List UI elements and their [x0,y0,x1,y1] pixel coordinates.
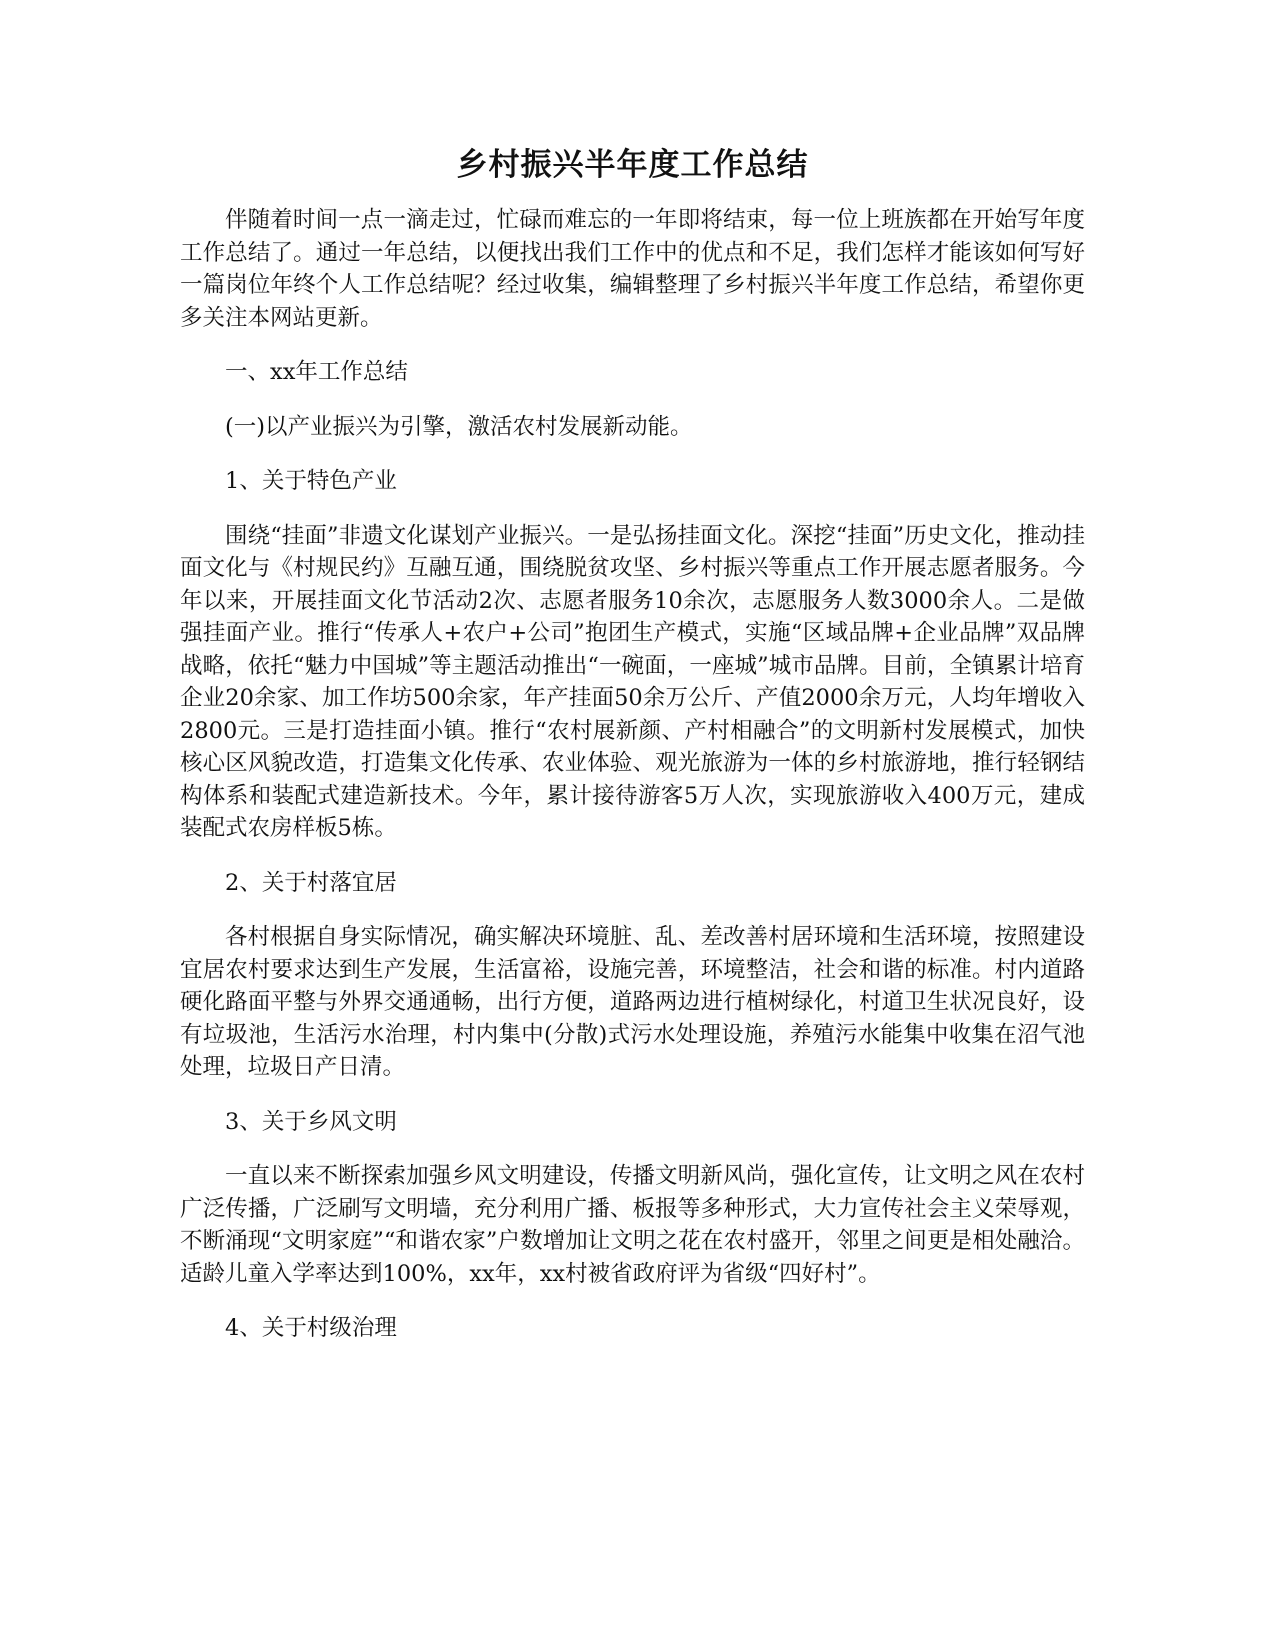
item-heading-rural-civility: 3、关于乡风文明 [225,1108,397,1135]
section-heading-work-summary: 一、xx年工作总结 [225,359,408,385]
document-title: 乡村振兴半年度工作总结 [456,147,809,183]
item-heading-livable-village: 2、关于村落宜居 [225,869,397,896]
item-heading-village-governance: 4、关于村级治理 [225,1315,397,1341]
item-body-rural-civility: 一直以来不断探索加强乡风文明建设，传播文明新风尚，强化宣传，让文明之风在农村广泛传播，广泛刷写文明墙，充分利用广播、板报等多种形式，大力宣传社会主义荣辱观，不断涌现“文明家庭”“和谐农家”户数增加让文明之花在农村盛开，邻里之间更是相处融洽。适龄儿童入学率达到100%，xx年，xx村被省政府评为省级“四好村”。 [180,1163,1085,1287]
item-heading-special-industry: 1、关于特色产业 [225,468,397,494]
item-body-livable-village: 各村根据自身实际情况，确实解决环境脏、乱、差改善村居环境和生活环境，按照建设宜居农村要求达到生产发展，生活富裕，设施完善，环境整洁，社会和谐的标准。村内道路硬化路面平整与外界交通通畅，出行方便，道路两边进行植树绿化，村道卫生状况良好，设有垃圾池，生活污水治理，村内集中(分散)式污水处理设施，养殖污水能集中收集在沼气池处理，垃圾日产日清。 [180,924,1085,1080]
item-body-special-industry: 围绕“挂面”非遗文化谋划产业振兴。一是弘扬挂面文化。深挖“挂面”历史文化，推动挂面文化与《村规民约》互融互通，围绕脱贫攻坚、乡村振兴等重点工作开展志愿者服务。今年以来，开展挂面文化节活动2次、志愿者服务10余次，志愿服务人数3000余人。二是做强挂面产业。推行“传承人+农户+公司”抱团生产模式，实施“区域品牌+企业品牌”双品牌战略，依托“魅力中国城”等主题活动推出“一碗面，一座城”城市品牌。目前，全镇累计培育企业20余家、加工作坊500余家，年产挂面50余万公斤、产值2000余万元，人均年增收入2800元。三是打造挂面小镇。推行“农村展新颜、产村相融合”的文明新村发展模式，加快核心区风貌改造，打造集文化传承、农业体验、观光旅游为一体的乡村旅游地，推行轻钢结构体系和装配式建造新技术。今年，累计接待游客5万人次，实现旅游收入400万元，建成装配式农房样板5栋。 [180,522,1085,841]
subsection-heading-industry: (一)以产业振兴为引擎，激活农村发展新动能。 [225,413,693,440]
document-page [180,140,1085,1367]
intro-paragraph: 伴随着时间一点一滴走过，忙碌而难忘的一年即将结束，每一位上班族都在开始写年度工作总结了。通过一年总结，以便找出我们工作中的优点和不足，我们怎样才能该如何写好一篇岗位年终个人工作总结呢？经过收集，编辑整理了乡村振兴半年度工作总结，希望你更多关注本网站更新。 [180,207,1085,331]
